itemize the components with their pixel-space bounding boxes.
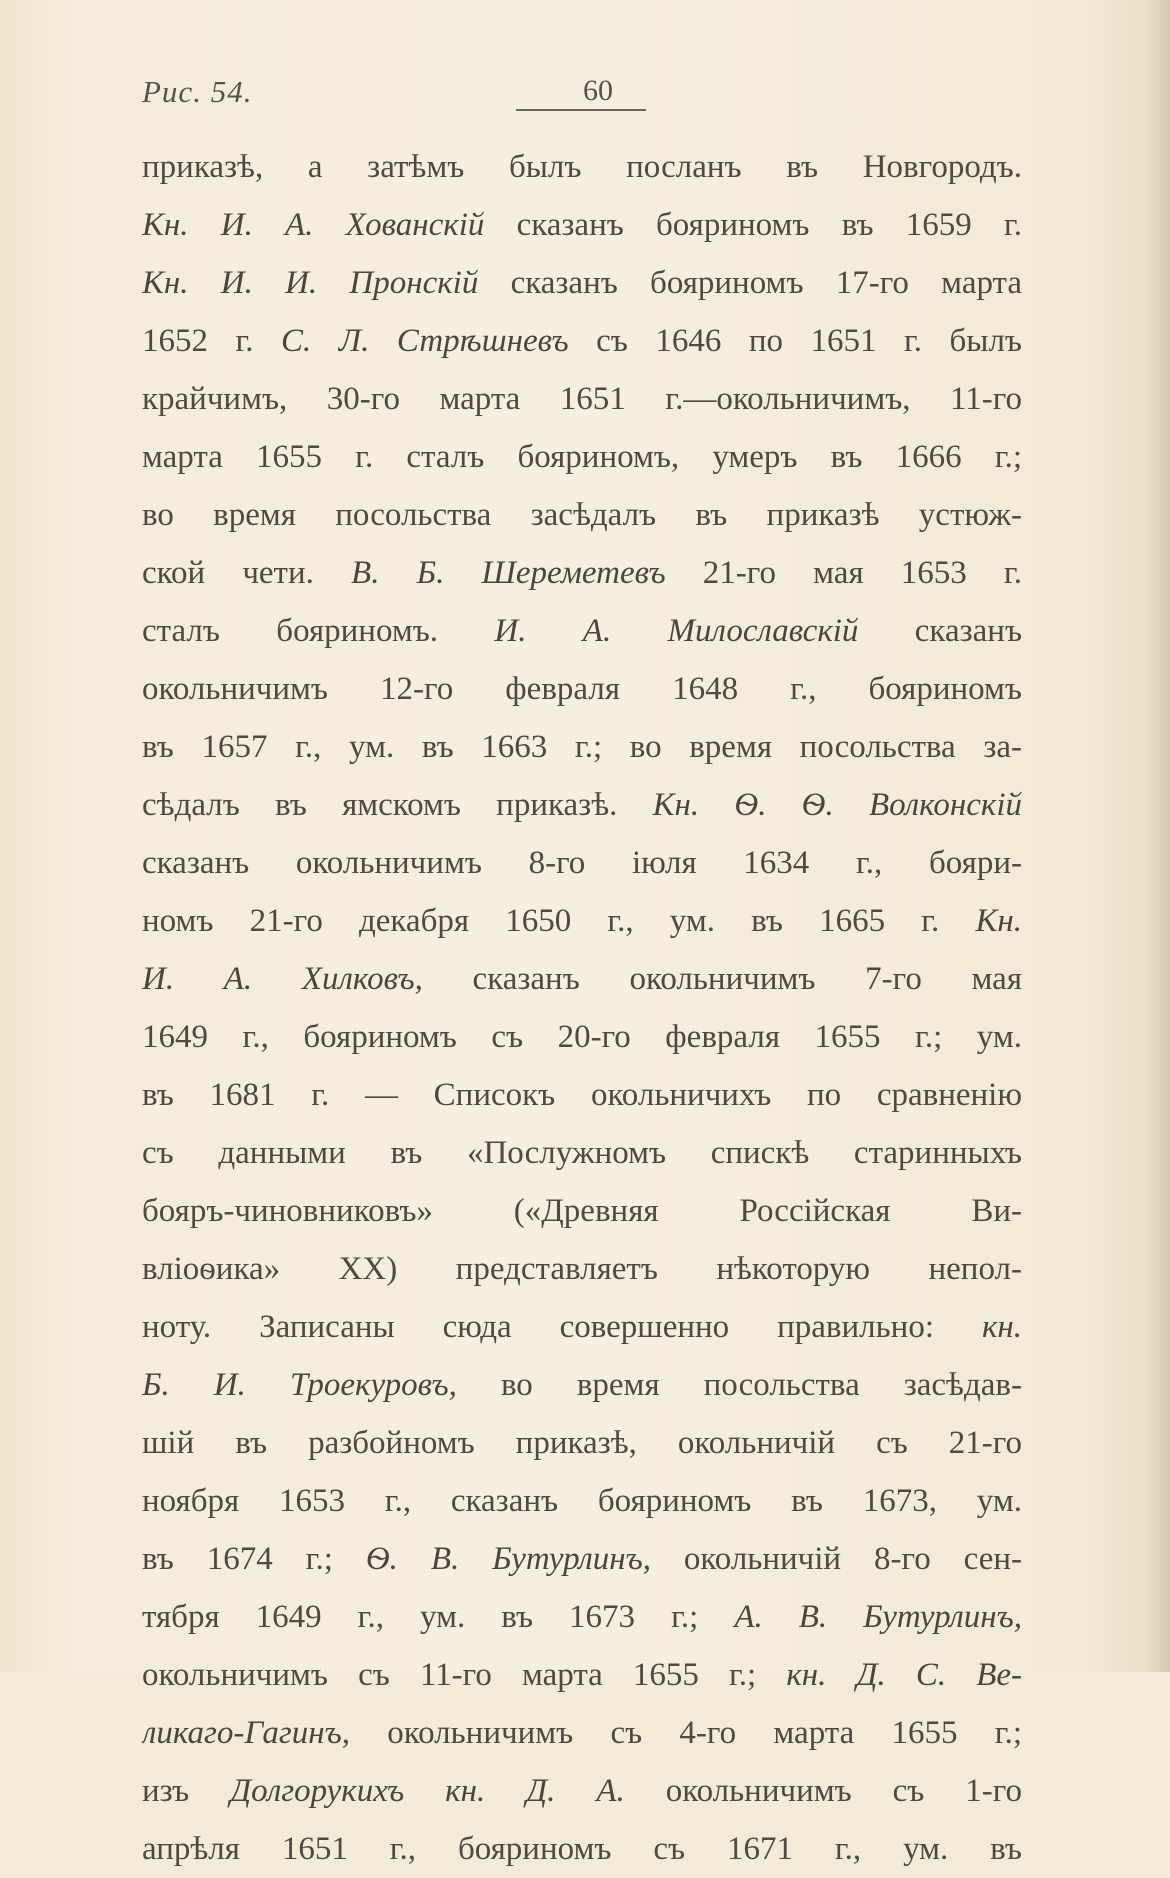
text-run: сказанъ окольничимъ 7-го мая [422,961,1022,997]
text-run: сѣдалъ въ ямскомъ приказѣ. [142,787,653,823]
text-run: сказанъ [858,613,1022,649]
text-run: сталъ бояриномъ. [142,613,495,649]
text-run: въ 1681 г. — Списокъ окольничихъ по сравненію [142,1077,1022,1113]
text-run: 21-го мая 1653 г. [665,555,1022,591]
text-line [142,1182,1022,1240]
text-run: шій въ разбойномъ приказѣ, окольничій съ 21-го [142,1425,1022,1461]
text-run: съ данными въ «Послужномъ спискѣ старинныхъ [142,1135,1022,1171]
italic-name: Б. И. Троекуровъ, [142,1367,457,1403]
text-line [142,138,1022,196]
text-run: окольничимъ съ 4-го марта 1655 г.; [349,1715,1022,1751]
figure-reference: Рис. 54. [142,74,253,109]
text-run: окольничимъ 12-го февраля 1648 г., бояриномъ [142,671,1022,707]
text-line [142,602,1022,660]
text-run: вліоѳика» XX) представляетъ нѣкоторую непол- [142,1251,1022,1287]
italic-name: Кн. [975,903,1022,939]
italic-name: Кн. И. А. Хованскій [142,207,485,243]
text-run: марта 1655 г. сталъ бояриномъ, умеръ въ 1666 г.; [142,439,1022,475]
italic-name: И. А. Хилковъ, [142,961,423,997]
page-gutter-shadow [1148,0,1170,1672]
text-line [142,370,1022,428]
text-run: сказанъ бояриномъ 17-го марта [478,265,1022,301]
text-line [142,254,1022,312]
text-run: ской чети. [142,555,352,591]
text-run: сказанъ окольничимъ 8-го іюля 1634 г., бояри- [142,845,1022,881]
text-line [142,1472,1022,1530]
text-line [142,1646,1022,1704]
text-run: окольничимъ съ 1-го [624,1773,1022,1809]
italic-name: А. В. Бутурлинъ, [734,1599,1022,1635]
italic-name: Кн. Ѳ. Ѳ. Волконскій [652,787,1022,823]
italic-name: С. Л. Стрѣшневъ [281,323,569,359]
text-line [142,428,1022,486]
text-line [142,1820,1022,1878]
text-line [142,660,1022,718]
text-run: во время посольства засѣдалъ въ приказѣ устюж- [142,497,1022,533]
text-run: ноября 1653 г., сказанъ бояриномъ въ 1673, ум. [142,1483,1022,1519]
text-line [142,950,1022,1008]
text-line [142,1066,1022,1124]
text-line [142,1356,1022,1414]
text-run: ноту. Записаны сюда совершенно правильно: [142,1309,982,1345]
text-line [142,1240,1022,1298]
text-line [142,718,1022,776]
text-run: тября 1649 г., ум. въ 1673 г.; [142,1599,735,1635]
text-line [142,1298,1022,1356]
text-run: съ 1646 по 1651 г. былъ [568,323,1022,359]
text-run: сказанъ бояриномъ въ 1659 г. [484,207,1022,243]
italic-name: Кн. И. И. Пронскій [142,265,479,301]
text-line [142,1588,1022,1646]
text-line [142,1704,1022,1762]
text-run: окольничимъ съ 11-го марта 1655 г.; [142,1657,787,1693]
text-line [142,1414,1022,1472]
text-run: апрѣля 1651 г., бояриномъ съ 1671 г., ум. въ [142,1831,1022,1867]
body-text [142,138,1022,1878]
page-header [142,74,1022,114]
text-run: во время посольства засѣдав- [456,1367,1022,1403]
text-line [142,776,1022,834]
text-run: въ 1657 г., ум. въ 1663 г.; во время посольства за- [142,729,1022,765]
italic-name: И. А. Милославскій [494,613,859,649]
header-rule [516,109,646,111]
text-line [142,1008,1022,1066]
text-line [142,1762,1022,1820]
text-run: изъ [142,1773,231,1809]
text-line [142,486,1022,544]
italic-name: Ѳ. В. Бутурлинъ, [365,1541,651,1577]
italic-name: ликаго-Гагинъ, [142,1715,350,1751]
italic-name: кн. [981,1309,1022,1345]
text-line [142,834,1022,892]
text-line [142,196,1022,254]
text-run: номъ 21-го декабря 1650 г., ум. въ 1665 г. [142,903,976,939]
text-run: 1652 г. [142,323,282,359]
italic-name: Долгорукихъ кн. Д. А. [230,1773,625,1809]
italic-name: кн. Д. С. Ве- [786,1657,1022,1693]
text-run: крайчимъ, 30-го марта 1651 г.—окольничимъ, 11-го [142,381,1022,417]
text-run: приказѣ, а затѣмъ былъ посланъ въ Новгородъ. [142,149,1022,185]
text-line [142,1124,1022,1182]
italic-name: В. Б. Шереметевъ [351,555,666,591]
text-run: окольничій 8-го сен- [650,1541,1022,1577]
text-line [142,312,1022,370]
text-line [142,1530,1022,1588]
text-line [142,892,1022,950]
text-line [142,544,1022,602]
text-run: 1649 г., бояриномъ съ 20-го февраля 1655 г.; ум. [142,1019,1022,1055]
page-number: 60 [583,74,613,107]
text-run: бояръ-чиновниковъ» («Древняя Россійская Ви- [142,1193,1022,1229]
text-run: въ 1674 г.; [142,1541,366,1577]
